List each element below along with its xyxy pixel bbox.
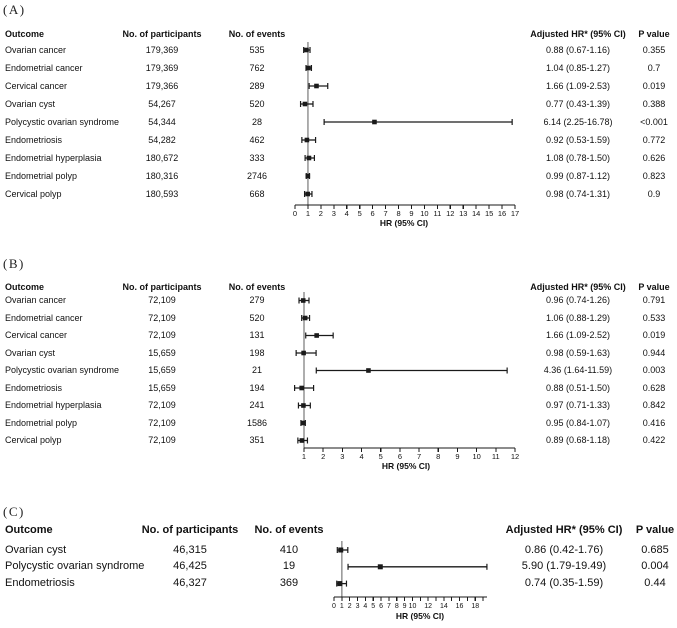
participants-cell: 54,344 xyxy=(148,116,176,127)
x-axis-tick-label: 1 xyxy=(301,452,307,461)
events-cell: 1586 xyxy=(246,417,268,428)
events-cell: 21 xyxy=(251,365,262,375)
participants-cell: 15,659 xyxy=(148,347,176,358)
participants-cell: 46,327 xyxy=(173,577,207,590)
outcome-cell: Ovarian cancer xyxy=(5,295,67,305)
x-axis-tick-label: 9 xyxy=(409,209,414,218)
x-axis-tick-label: 12 xyxy=(424,603,433,610)
p-value-cell: 0.944 xyxy=(642,347,666,358)
events-cell: 333 xyxy=(249,152,265,163)
hr-ci-cell: 0.92 (0.53-1.59) xyxy=(545,134,611,145)
p-value-cell: 0.422 xyxy=(642,435,666,445)
outcome-cell: Endometrial polyp xyxy=(5,170,78,181)
hr-ci-cell: 1.08 (0.78-1.50) xyxy=(545,152,611,163)
outcome-cell: Endometrial cancer xyxy=(5,312,83,323)
x-axis-tick-label: 2 xyxy=(318,209,323,218)
ci-marker-row xyxy=(337,581,347,587)
events-cell: 762 xyxy=(249,62,265,73)
events-cell: 241 xyxy=(249,400,265,410)
x-axis-tick-label: 2 xyxy=(347,603,352,610)
participants-cell: 54,282 xyxy=(148,134,176,145)
participants-cell: 179,369 xyxy=(145,44,179,55)
events-cell: 520 xyxy=(249,98,265,109)
outcome-cell: Endometrial hyperplasia xyxy=(5,152,102,163)
x-axis-tick-label: 8 xyxy=(436,452,441,461)
outcome-cell: Cervical cancer xyxy=(5,330,68,340)
hr-marker xyxy=(338,548,343,553)
x-axis-tick-label: 0 xyxy=(292,209,298,218)
col-header-outcome: Outcome xyxy=(5,29,45,39)
x-axis-tick-label: 15 xyxy=(484,209,494,218)
participants-cell: 72,109 xyxy=(148,400,176,410)
hr-ci-cell: 1.66 (1.09-2.52) xyxy=(545,330,611,340)
participants-cell: 179,369 xyxy=(145,62,179,73)
x-axis-tick-label: 10 xyxy=(420,209,429,218)
p-value-cell: <0.001 xyxy=(640,116,668,127)
hr-ci-cell: 0.98 (0.74-1.31) xyxy=(545,188,611,199)
x-axis-tick-label: 6 xyxy=(370,209,375,218)
participants-cell: 72,109 xyxy=(148,295,176,305)
x-axis-tick-label: 5 xyxy=(357,209,362,218)
hr-ci-cell: 0.77 (0.43-1.39) xyxy=(545,98,611,109)
hr-ci-cell: 0.99 (0.87-1.12) xyxy=(545,170,611,181)
col-header-adjusted-hr: Adjusted HR* (95% CI) xyxy=(530,282,626,292)
p-value-cell: 0.626 xyxy=(642,152,666,163)
outcome-cell: Endometrial cancer xyxy=(5,62,83,73)
hr-ci-cell: 0.97 (0.71-1.33) xyxy=(545,400,611,410)
events-cell: 131 xyxy=(249,330,265,340)
x-axis-tick-label: 2 xyxy=(321,452,326,461)
outcome-cell: Cervical cancer xyxy=(5,80,68,91)
participants-cell: 46,425 xyxy=(173,560,207,573)
participants-cell: 180,593 xyxy=(145,188,179,199)
hr-ci-cell: 0.98 (0.59-1.63) xyxy=(545,347,611,358)
hr-ci-cell: 0.88 (0.51-1.50) xyxy=(545,382,611,393)
ci-marker-row xyxy=(337,547,348,553)
x-axis-tick-label: 6 xyxy=(379,603,384,610)
events-cell: 462 xyxy=(249,134,265,145)
outcome-cell: Polycystic ovarian syndrome xyxy=(5,560,145,573)
col-header-participants: No. of participants xyxy=(122,29,202,39)
x-axis-tick-label: 16 xyxy=(455,603,464,610)
participants-cell: 15,659 xyxy=(148,365,176,375)
events-cell: 535 xyxy=(249,44,265,55)
col-header-outcome: Outcome xyxy=(5,524,53,536)
p-value-cell: 0.019 xyxy=(642,330,666,340)
x-axis-tick-label: 4 xyxy=(363,603,368,610)
outcome-cell: Ovarian cyst xyxy=(5,98,56,109)
events-cell: 410 xyxy=(279,543,299,556)
x-axis-tick-label: 9 xyxy=(455,452,460,461)
p-value-cell: 0.019 xyxy=(642,80,666,91)
p-value-cell: 0.7 xyxy=(647,62,661,73)
x-axis-tick-label: 4 xyxy=(359,452,364,461)
x-axis-tick-label: 17 xyxy=(510,209,520,218)
col-header-outcome: Outcome xyxy=(5,282,45,292)
events-cell: 279 xyxy=(249,295,265,305)
p-value-cell: 0.685 xyxy=(641,543,669,556)
forest-plot-svg xyxy=(0,538,677,626)
x-axis-tick-label: 10 xyxy=(472,452,481,461)
x-axis-tick-label: 13 xyxy=(459,209,468,218)
p-value-cell: 0.628 xyxy=(642,382,666,393)
col-header-p-value: P value xyxy=(638,282,670,292)
x-axis-tick-label: 14 xyxy=(472,209,481,218)
x-axis-tick-label: 7 xyxy=(417,452,422,461)
participants-cell: 72,109 xyxy=(148,417,176,428)
participants-cell: 180,316 xyxy=(145,170,179,181)
col-header-adjusted-hr: Adjusted HR* (95% CI) xyxy=(505,524,623,536)
participants-cell: 72,109 xyxy=(148,312,176,323)
events-cell: 198 xyxy=(249,347,265,358)
x-axis-tick-label: 3 xyxy=(340,452,345,461)
p-value-cell: 0.823 xyxy=(642,170,666,181)
x-axis-tick-label: 16 xyxy=(497,209,507,218)
events-cell: 194 xyxy=(249,382,265,393)
p-value-cell: 0.44 xyxy=(644,577,666,590)
p-value-cell: 0.791 xyxy=(642,295,666,305)
col-header-events: No. of events xyxy=(228,282,286,292)
participants-cell: 72,109 xyxy=(148,330,176,340)
x-axis-tick-label: 10 xyxy=(408,603,417,610)
col-header-participants: No. of participants xyxy=(141,524,239,536)
x-axis-tick-label: 1 xyxy=(305,209,311,218)
events-cell: 28 xyxy=(251,116,262,127)
p-value-cell: 0.772 xyxy=(642,134,666,145)
outcome-cell: Ovarian cyst xyxy=(5,543,67,556)
x-axis-tick-label: 14 xyxy=(439,603,448,610)
hr-ci-cell: 1.04 (0.85-1.27) xyxy=(545,62,611,73)
hr-marker xyxy=(337,581,342,586)
panel-c-label: (C) xyxy=(3,504,25,519)
outcome-cell: Polycystic ovarian syndrome xyxy=(5,116,120,127)
hr-ci-cell: 0.89 (0.68-1.18) xyxy=(545,435,611,445)
x-axis-tick-label: 11 xyxy=(433,209,442,218)
hr-ci-cell: 0.88 (0.67-1.16) xyxy=(545,44,611,55)
panel-b-label: (B) xyxy=(3,256,25,271)
x-axis-tick-label: 5 xyxy=(371,603,376,610)
outcome-cell: Ovarian cyst xyxy=(5,347,56,358)
hr-ci-cell: 0.86 (0.42-1.76) xyxy=(524,543,604,556)
hr-ci-cell: 0.95 (0.84-1.07) xyxy=(545,417,611,428)
p-value-cell: 0.533 xyxy=(642,312,666,323)
outcome-cell: Polycystic ovarian syndrome xyxy=(5,365,120,375)
events-cell: 668 xyxy=(249,188,265,199)
participants-cell: 15,659 xyxy=(148,382,176,393)
events-cell: 351 xyxy=(249,435,265,445)
p-value-cell: 0.003 xyxy=(642,365,666,375)
hr-marker xyxy=(378,564,383,569)
participants-cell: 179,366 xyxy=(145,80,179,91)
x-axis-tick-label: 12 xyxy=(510,452,520,461)
events-cell: 289 xyxy=(249,80,265,91)
participants-cell: 54,267 xyxy=(148,98,176,109)
hr-ci-cell: 4.36 (1.64-11.59) xyxy=(543,365,613,375)
col-header-participants: No. of participants xyxy=(122,282,202,292)
p-value-cell: 0.9 xyxy=(647,188,661,199)
x-axis-tick-label: 6 xyxy=(397,452,402,461)
outcome-cell: Endometriosis xyxy=(5,134,63,145)
outcome-cell: Endometriosis xyxy=(5,382,63,393)
x-axis-tick-label: 1 xyxy=(339,603,344,610)
col-header-events: No. of events xyxy=(254,524,324,536)
col-header-p-value: P value xyxy=(638,29,670,39)
x-axis-title: HR (95% CI) xyxy=(379,218,429,228)
x-axis-tick-label: 12 xyxy=(446,209,455,218)
p-value-cell: 0.004 xyxy=(641,560,669,573)
col-header-adjusted-hr: Adjusted HR* (95% CI) xyxy=(530,29,626,39)
hr-ci-cell: 0.96 (0.74-1.26) xyxy=(545,295,611,305)
ci-marker-row xyxy=(348,564,487,570)
participants-cell: 72,109 xyxy=(148,435,176,445)
x-axis-tick-label: 0 xyxy=(332,603,336,610)
events-cell: 19 xyxy=(282,560,296,573)
outcome-cell: Endometriosis xyxy=(5,577,75,590)
hr-ci-cell: 1.66 (1.09-2.53) xyxy=(545,80,611,91)
panel-a-label: (A) xyxy=(3,2,26,17)
col-header-events: No. of events xyxy=(228,29,286,39)
hr-ci-cell: 5.90 (1.79-19.49) xyxy=(521,560,607,573)
x-axis-tick-label: 8 xyxy=(396,209,401,218)
events-cell: 369 xyxy=(279,577,299,590)
x-axis-title: HR (95% CI) xyxy=(381,461,431,471)
x-axis-tick-label: 3 xyxy=(331,209,336,218)
outcome-cell: Cervical polyp xyxy=(5,188,62,199)
hr-ci-cell: 1.06 (0.88-1.29) xyxy=(545,312,611,323)
x-axis-tick-label: 4 xyxy=(344,209,349,218)
x-axis-tick-label: 18 xyxy=(471,603,480,610)
events-cell: 520 xyxy=(249,312,265,323)
x-axis-tick-label: 5 xyxy=(378,452,383,461)
col-header-p-value: P value xyxy=(635,524,675,536)
hr-ci-cell: 0.74 (0.35-1.59) xyxy=(524,577,604,590)
hr-ci-cell: 6.14 (2.25-16.78) xyxy=(543,116,613,127)
x-axis-tick-label: 9 xyxy=(402,603,407,610)
participants-cell: 180,672 xyxy=(145,152,179,163)
outcome-cell: Endometrial hyperplasia xyxy=(5,400,102,410)
p-value-cell: 0.388 xyxy=(642,98,666,109)
outcome-cell: Cervical polyp xyxy=(5,435,62,445)
p-value-cell: 0.416 xyxy=(642,417,666,428)
x-axis-tick-label: 7 xyxy=(383,209,388,218)
x-axis-tick-label: 8 xyxy=(394,603,399,610)
outcome-cell: Endometrial polyp xyxy=(5,417,78,428)
x-axis-tick-label: 7 xyxy=(386,603,391,610)
participants-cell: 46,315 xyxy=(173,543,207,556)
x-axis-tick-label: 11 xyxy=(491,452,500,461)
x-axis-title: HR (95% CI) xyxy=(395,611,445,621)
p-value-cell: 0.355 xyxy=(642,44,666,55)
p-value-cell: 0.842 xyxy=(642,400,666,410)
events-cell: 2746 xyxy=(246,170,268,181)
outcome-cell: Ovarian cancer xyxy=(5,44,67,55)
x-axis-tick-label: 3 xyxy=(355,603,360,610)
